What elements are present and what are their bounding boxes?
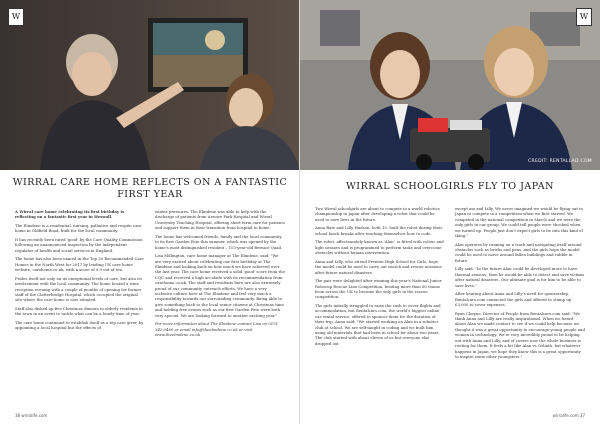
paragraph: winter pressures. The Elmdene was able to help with the discharge of patients from Arrowe Park Hospital and Wirral University Teaching Hospital, offering short term care for patients and support them in their transition from hospital to home.	[155, 209, 285, 231]
magazine-logo-icon: W	[8, 8, 24, 26]
schoolgirls-photo-illustration	[300, 0, 600, 170]
paragraph: The robot, affectionately known as 'Alan', is fitted with colour and light sensors and is programmed to perform tasks and overcome obstacles without human intervention.	[315, 239, 444, 256]
care-home-photo	[0, 0, 300, 170]
magazine-logo-icon: W	[576, 8, 592, 26]
left-headline: WIRRAL CARE HOME REFLECTS ON A FANTASTIC FIRST YEAR	[12, 177, 288, 200]
paragraph: After hearing about Anna and Lilly's need for sponsorship, Rentalcars.com contacted the girls and offered to stump up £3,000 to cover expenses.	[455, 291, 572, 308]
contact-info: For more information about The Elmdene contact Lisa on 0151 342 0460 or email info@theelmdene.co.uk or visit www.theelmdene.co.uk	[155, 321, 279, 338]
paragraph: The home has also been named in the Top 20 Recommended Care Homes in the North West for 2017 by leading UK care home website, carehome.co.uk, with a score of 9.9 out of ten.	[15, 256, 144, 273]
right-column-1	[315, 206, 445, 363]
paragraph: Two Wirral schoolgirls are about to compete in a world robotics championship in Japan after developing a robot that could be used to save lives in the future.	[315, 206, 440, 222]
paragraph: Ryan Cheyne, Director of People from Rentalcars.com said: "We think Anna and Lilly are really inspirational. When we heard about Alan we made contact to see if we could help because we thought it was a great opportunity to encourage young people and women in technology. We're very incredibly proud to be helping out with Anna and Lilly, and of course now the whole business is rooting for them. It feels a bit like Alan vs Goliath, but whatever happens in Japan, we hope they know this is a great opportunity to inspire some other youngsters."	[455, 310, 585, 359]
paragraph: The Elmdene is a residential, nursing, palliative and respite care home in Oldfield Road, built for the local community.	[15, 223, 142, 234]
paragraph: It has recently been rated 'good' by the Care Quality Commission following an unannounced inspection by the independent regulator of health and social services in England.	[15, 237, 143, 253]
left-column-2	[155, 209, 285, 341]
paragraph: Prides itself not only on its exceptional levels of care, but also its involvement with the local community. The home hosted a wine reception evening with a couple of months of opening for former staff of the Clatterbridge Hospital, which occupied the original site where the care home is now situated.	[15, 275, 142, 303]
paragraph: Anna Bate and Lilly Hudson, both 15, built the robot during their school lunch breaks after teaching themselves how to code.	[315, 225, 443, 236]
photo-credit: CREDIT: RENTALLAD.COM	[528, 159, 592, 164]
paragraph: Lilly said: "In the future Alan could be developed more to have thermal sensors, then he would be able to detect and save victims after natural disasters. Our ultimate goal is for him to be able to save lives."	[455, 266, 585, 288]
right-page	[300, 0, 600, 424]
left-article-body	[15, 209, 285, 341]
right-article-body	[315, 206, 585, 363]
page-folio: 38 wirralife.com	[15, 413, 48, 418]
left-column-1	[15, 209, 145, 341]
paragraph: Lisa Millington, care home manager at The Elmdene, said: "We are very excited about celebrating our first birthday at The Elmdene and looking back on how much we have achieved over the last year. The care home received a solid 'good' score from the CQC and received a high accolade with its recommendation from carehome.co.uk. The staff and residents here are also extremely proud of our community outreach efforts. We have a very inclusive culture here at The Elmdene and feel very much a responsibility towards our surrounding community. Being able to give something back to the local senior citizens at Christmas time and holding free events such as our first Garden Fete were both very special. We are looking forward to another exciting year."	[155, 253, 285, 318]
right-column-2	[455, 206, 585, 363]
care-home-photo-illustration	[0, 0, 300, 170]
paragraph: The girls initially struggled to raise the cash to cover flights and accommodation, but Rentalcars.com, the world's biggest online car rental service, offered to sponsor them for the duration of their trip. Anna said: "We started working on Alan in a robotics club at school. We are self-taught in coding and we built him using old materials that had been in school for about two years. The club started with about eleven of us but everyone else dropped out	[315, 303, 441, 346]
paragraph: Alan operates by running on a track and navigating itself around obstacles such as bricks and pens, and the girls hope the model could be used to move around fallen buildings and rubble in future.	[455, 241, 582, 263]
schoolgirls-photo	[300, 0, 600, 170]
paragraph: The home has welcomed friends, family and the local community to its first Garden Fete this summer, which was opened by the home's most distinguished resident – 103-year-old Bernice Quail.	[155, 233, 283, 250]
paragraph: Staff also dished up five Christmas dinners to elderly residents in the town in an event to tackle what can be a lonely time of year.	[15, 306, 143, 317]
paragraph: Anna and Lilly, who attend Prenton High School for Girls, hope the model could be used to carry out search and rescue missions after future natural disasters.	[315, 258, 442, 275]
paragraph: The care home continued to establish itself as a top care giver, by appointing a local hospital but the effects of	[15, 320, 144, 331]
paragraph: except me and Lilly. We never imagined we would be flying out to Japan to compete in a competition when we first started. We competed in the national competition in March and we were the only girls in our group. We could tell people were shocked when we turned up. People just don't expect girls to be into this kind of thing."	[455, 206, 583, 239]
paragraph: The pair were delighted after winning this year's National Junior Robocup Rescue Line Competition, beating more than 60 teams from across the UK to become the only girls in the rescue competition.	[315, 278, 442, 300]
right-headline: WIRRAL SCHOOLGIRLS FLY TO JAPAN	[346, 181, 554, 192]
paragraph: A Wirral care home celebrating its first birthday is reflecting on a fantastic first year in Heswall.	[15, 209, 125, 220]
page-folio: wirralife.com 37	[552, 413, 585, 418]
